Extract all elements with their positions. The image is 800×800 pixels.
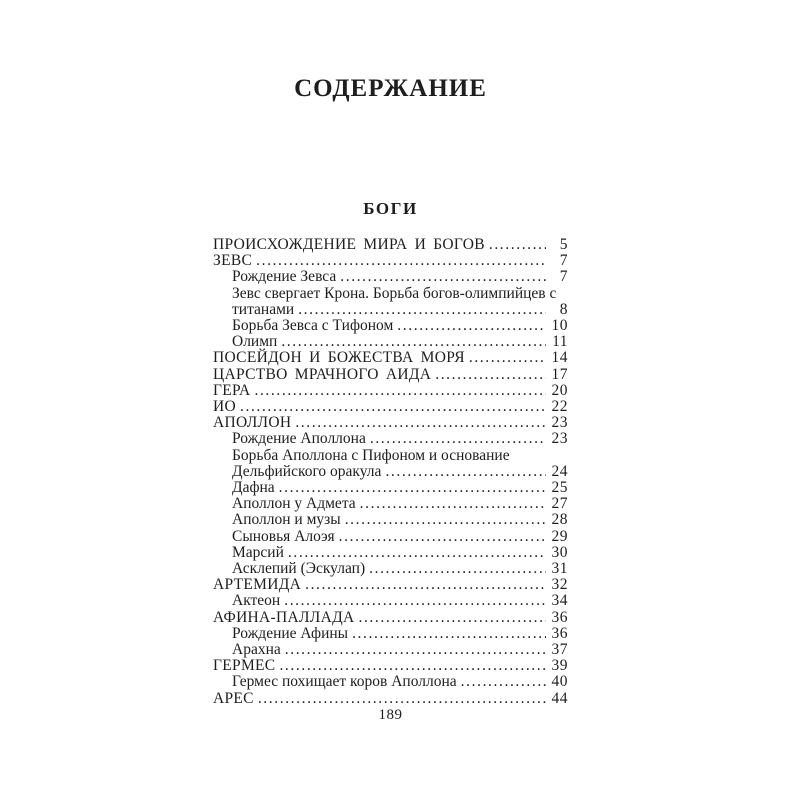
dot-leader xyxy=(366,431,546,447)
toc-entry-label: Арахна xyxy=(232,641,281,659)
dot-leader xyxy=(294,302,546,318)
toc-entry-label: ИО xyxy=(213,398,236,416)
toc-entry-page: 23 xyxy=(551,430,568,448)
toc-entry-label: Асклепий (Эскулап) xyxy=(232,560,366,578)
toc-entry xyxy=(213,399,568,415)
toc-entry xyxy=(213,593,568,609)
toc-entry-label: Дафна xyxy=(232,479,275,497)
dot-leader xyxy=(254,691,546,707)
toc-entry-page: 28 xyxy=(551,511,568,529)
toc-entry xyxy=(213,253,568,269)
dot-leader xyxy=(301,577,546,593)
toc-entry xyxy=(213,431,568,447)
toc-entry-page: 39 xyxy=(551,657,568,675)
page-title: СОДЕРЖАНИЕ xyxy=(294,75,487,102)
toc-entry-page: 11 xyxy=(552,333,568,351)
toc-entry-page: 36 xyxy=(551,608,568,626)
toc-entry xyxy=(213,286,568,302)
toc-entry-page: 40 xyxy=(551,673,568,691)
toc-entry xyxy=(213,237,568,253)
toc-entry-label: ПОСЕЙДОН И БОЖЕСТВА МОРЯ xyxy=(213,349,465,367)
dot-leader xyxy=(348,626,546,642)
toc-entry-label: ПРОИСХОЖДЕНИЕ МИРА И БОГОВ xyxy=(213,236,485,253)
toc-entry-label: Гермес похищает коров Аполлона xyxy=(232,673,457,691)
toc-entry xyxy=(213,334,568,350)
toc-entry xyxy=(213,464,568,480)
toc-entry xyxy=(213,350,568,366)
toc-entry-label: АРЕС xyxy=(213,689,254,707)
toc-entry-label: Рождение Зевса xyxy=(232,268,337,286)
dot-leader xyxy=(381,464,546,480)
toc-entry xyxy=(213,383,568,399)
dot-leader xyxy=(365,561,546,577)
toc-entry-label: Дельфийского оракула xyxy=(232,462,382,480)
toc-entry xyxy=(213,269,568,285)
dot-leader xyxy=(291,415,546,431)
toc-entry-page: 34 xyxy=(551,592,568,610)
toc-entry xyxy=(213,367,568,383)
dot-leader xyxy=(275,480,546,496)
dot-leader xyxy=(335,529,546,545)
toc-entry xyxy=(213,577,568,593)
dot-leader xyxy=(354,610,546,626)
toc-entry-page: 44 xyxy=(551,689,568,707)
dot-leader xyxy=(250,383,546,399)
toc-entry-label: Зевс свергает Крона. Борьба богов-олимпийцев с xyxy=(232,284,557,302)
dot-leader xyxy=(236,399,546,415)
toc-entry xyxy=(213,691,568,707)
toc-entry-page: 20 xyxy=(551,381,568,399)
table-of-contents xyxy=(213,237,568,707)
dot-leader xyxy=(465,350,546,366)
toc-entry xyxy=(213,529,568,545)
section-heading: БОГИ xyxy=(363,199,418,218)
toc-entry-label: Актеон xyxy=(232,592,281,610)
toc-entry-page: 25 xyxy=(551,479,568,497)
toc-entry xyxy=(213,480,568,496)
toc-entry xyxy=(213,610,568,626)
dot-leader xyxy=(336,269,546,285)
toc-entry-page: 30 xyxy=(551,543,568,561)
toc-entry xyxy=(213,512,568,528)
toc-entry-page: 36 xyxy=(551,624,568,642)
toc-entry xyxy=(213,496,568,512)
dot-leader xyxy=(280,593,546,609)
toc-entry-label: Рождение Аполлона xyxy=(232,430,366,448)
toc-entry-page: 17 xyxy=(551,365,568,383)
toc-entry xyxy=(213,318,568,334)
toc-entry-page: 29 xyxy=(551,527,568,545)
toc-entry-label: титанами xyxy=(232,300,295,318)
toc-entry-label: ЦАРСТВО МРАЧНОГО АИДА xyxy=(213,365,432,383)
toc-entry-page: 14 xyxy=(551,349,568,367)
dot-leader xyxy=(356,496,546,512)
toc-entry-page: 23 xyxy=(551,414,568,432)
toc-entry xyxy=(213,642,568,658)
toc-entry-page: 31 xyxy=(551,560,568,578)
toc-entry xyxy=(213,302,568,318)
dot-leader xyxy=(457,674,546,690)
toc-entry-page: 5 xyxy=(559,236,568,253)
toc-entry-label: Олимп xyxy=(232,333,278,351)
toc-entry-page: 7 xyxy=(559,252,568,270)
toc-entry-label: Аполлон у Адмета xyxy=(232,495,356,513)
toc-entry xyxy=(213,658,568,674)
toc-entry-page: 22 xyxy=(551,398,568,416)
toc-entry xyxy=(213,448,568,464)
toc-entry-page: 37 xyxy=(551,641,568,659)
toc-entry-label: Рождение Афины xyxy=(232,624,349,642)
toc-entry-label: АРТЕМИДА xyxy=(213,576,302,594)
dot-leader xyxy=(393,318,546,334)
toc-entry-page: 10 xyxy=(551,317,568,335)
toc-entry xyxy=(213,561,568,577)
toc-entry xyxy=(213,626,568,642)
toc-entry xyxy=(213,674,568,690)
toc-entry-page: 8 xyxy=(559,300,568,318)
dot-leader xyxy=(277,334,546,350)
toc-entry-label: Аполлон и музы xyxy=(232,511,341,529)
toc-entry-page: 32 xyxy=(551,576,568,594)
dot-leader xyxy=(284,545,546,561)
dot-leader xyxy=(252,253,546,269)
dot-leader xyxy=(275,658,546,674)
toc-entry-label: АФИНА-ПАЛЛАДА xyxy=(213,608,355,626)
toc-entry xyxy=(213,545,568,561)
dot-leader xyxy=(485,237,546,253)
toc-entry-label: Сыновья Алоэя xyxy=(232,527,335,545)
toc-entry-page: 7 xyxy=(559,268,568,286)
dot-leader xyxy=(431,367,546,383)
toc-entry-label: ГЕРА xyxy=(213,381,251,399)
toc-entry-label: ГЕРМЕС xyxy=(213,657,276,675)
toc-entry xyxy=(213,415,568,431)
dot-leader xyxy=(281,642,546,658)
toc-entry-label: Борьба Аполлона с Пифоном и основание xyxy=(232,446,510,464)
toc-entry-page: 27 xyxy=(551,495,568,513)
toc-entry-page: 24 xyxy=(551,462,568,480)
dot-leader xyxy=(341,512,546,528)
toc-entry-label: АПОЛЛОН xyxy=(213,414,292,432)
toc-entry-label: ЗЕВС xyxy=(213,252,253,270)
folio-page-number: 189 xyxy=(378,707,403,723)
toc-entry-label: Марсий xyxy=(232,543,284,561)
toc-entry-label: Борьба Зевса с Тифоном xyxy=(232,317,394,335)
